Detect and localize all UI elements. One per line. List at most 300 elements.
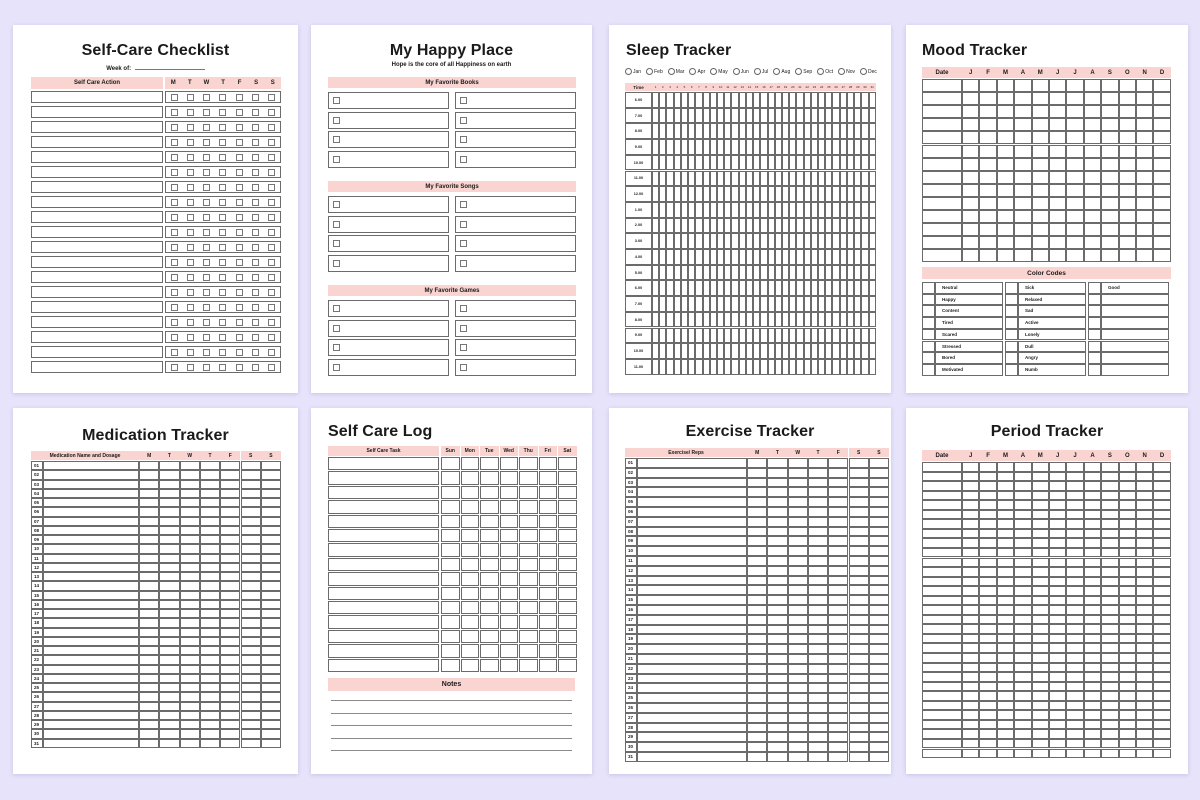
mood-cell[interactable] — [1101, 158, 1118, 171]
day-cell[interactable] — [788, 683, 808, 693]
sleep-cell[interactable] — [782, 202, 789, 218]
sleep-cell[interactable] — [861, 280, 868, 296]
day-checkbox[interactable] — [268, 214, 275, 221]
day-cell[interactable] — [220, 692, 240, 701]
day-cell[interactable] — [519, 630, 538, 643]
day-cell[interactable] — [200, 711, 220, 720]
day-checkbox[interactable] — [252, 349, 259, 356]
day-cell[interactable] — [441, 543, 460, 556]
day-cell[interactable] — [828, 644, 848, 654]
day-cell[interactable] — [808, 527, 828, 537]
period-cell[interactable] — [1084, 605, 1101, 615]
day-cell[interactable] — [180, 674, 200, 683]
period-cell[interactable] — [1153, 653, 1170, 663]
period-cell[interactable] — [1032, 710, 1049, 720]
entry-field[interactable] — [637, 634, 747, 644]
day-cell[interactable] — [139, 572, 159, 581]
day-checkbox[interactable] — [252, 244, 259, 251]
period-cell[interactable] — [1084, 634, 1101, 644]
period-cell[interactable] — [1101, 701, 1118, 711]
sleep-cell[interactable] — [789, 233, 796, 249]
sleep-cell[interactable] — [768, 139, 775, 155]
day-cell[interactable] — [808, 585, 828, 595]
day-cell[interactable] — [869, 458, 889, 468]
sleep-cell[interactable] — [760, 343, 767, 359]
period-cell[interactable] — [1119, 634, 1136, 644]
sleep-cell[interactable] — [724, 280, 731, 296]
day-checkbox[interactable] — [171, 244, 178, 251]
entry-field[interactable] — [637, 683, 747, 693]
date-cell[interactable] — [922, 558, 962, 568]
sleep-cell[interactable] — [775, 139, 782, 155]
sleep-cell[interactable] — [818, 280, 825, 296]
entry-field[interactable] — [637, 595, 747, 605]
day-cell[interactable] — [500, 587, 519, 600]
period-cell[interactable] — [1153, 701, 1170, 711]
sleep-cell[interactable] — [832, 328, 839, 344]
day-cell[interactable] — [747, 615, 767, 625]
color-swatch[interactable] — [1005, 317, 1018, 329]
sleep-cell[interactable] — [753, 280, 760, 296]
sleep-cell[interactable] — [832, 139, 839, 155]
day-cell[interactable] — [261, 646, 281, 655]
day-cell[interactable] — [241, 461, 261, 470]
entry-checkbox[interactable] — [333, 156, 340, 163]
day-cell[interactable] — [539, 659, 558, 672]
sleep-cell[interactable] — [782, 123, 789, 139]
period-cell[interactable] — [979, 739, 996, 749]
day-cell[interactable] — [869, 468, 889, 478]
day-cell[interactable] — [747, 576, 767, 586]
entry-checkbox[interactable] — [460, 240, 467, 247]
day-checkbox[interactable] — [236, 199, 243, 206]
day-cell[interactable] — [159, 554, 179, 563]
day-cell[interactable] — [747, 566, 767, 576]
mood-cell[interactable] — [1119, 184, 1136, 197]
period-cell[interactable] — [1049, 548, 1066, 558]
period-cell[interactable] — [1153, 739, 1170, 749]
sleep-cell[interactable] — [775, 186, 782, 202]
sleep-cell[interactable] — [688, 123, 695, 139]
sleep-cell[interactable] — [753, 359, 760, 375]
mood-cell[interactable] — [1066, 223, 1083, 236]
entry-checkbox[interactable] — [333, 344, 340, 351]
period-cell[interactable] — [1153, 605, 1170, 615]
entry-field[interactable] — [43, 637, 139, 646]
period-cell[interactable] — [1014, 701, 1031, 711]
day-cell[interactable] — [869, 723, 889, 733]
period-cell[interactable] — [997, 567, 1014, 577]
period-cell[interactable] — [1049, 701, 1066, 711]
day-checkbox[interactable] — [268, 229, 275, 236]
sleep-cell[interactable] — [739, 343, 746, 359]
day-cell[interactable] — [767, 576, 787, 586]
sleep-cell[interactable] — [703, 343, 710, 359]
sleep-cell[interactable] — [760, 296, 767, 312]
period-cell[interactable] — [1119, 548, 1136, 558]
sleep-cell[interactable] — [861, 265, 868, 281]
period-cell[interactable] — [962, 739, 979, 749]
day-cell[interactable] — [241, 600, 261, 609]
entry-field[interactable] — [637, 625, 747, 635]
sleep-cell[interactable] — [796, 233, 803, 249]
entry-field[interactable] — [43, 563, 139, 572]
mood-cell[interactable] — [1049, 249, 1066, 262]
period-cell[interactable] — [1153, 720, 1170, 730]
day-cell[interactable] — [849, 644, 869, 654]
day-cell[interactable] — [180, 461, 200, 470]
day-checkbox[interactable] — [187, 154, 194, 161]
sleep-cell[interactable] — [688, 359, 695, 375]
entry-field[interactable] — [637, 458, 747, 468]
sleep-cell[interactable] — [832, 280, 839, 296]
sleep-cell[interactable] — [659, 92, 666, 108]
day-cell[interactable] — [500, 500, 519, 513]
period-cell[interactable] — [1084, 729, 1101, 739]
day-cell[interactable] — [261, 609, 281, 618]
entry-field[interactable] — [43, 581, 139, 590]
period-cell[interactable] — [1153, 634, 1170, 644]
mood-cell[interactable] — [1119, 236, 1136, 249]
day-cell[interactable] — [849, 664, 869, 674]
sleep-cell[interactable] — [796, 155, 803, 171]
day-cell[interactable] — [500, 529, 519, 542]
sleep-cell[interactable] — [681, 328, 688, 344]
period-cell[interactable] — [1066, 529, 1083, 539]
color-swatch[interactable] — [922, 352, 935, 364]
sleep-cell[interactable] — [739, 123, 746, 139]
sleep-cell[interactable] — [775, 202, 782, 218]
day-cell[interactable] — [261, 739, 281, 748]
entry-field[interactable] — [637, 693, 747, 703]
day-cell[interactable] — [767, 693, 787, 703]
mood-cell[interactable] — [1119, 249, 1136, 262]
sleep-cell[interactable] — [847, 328, 854, 344]
favorite-entry[interactable] — [328, 112, 449, 129]
date-cell[interactable] — [922, 720, 962, 730]
entry-checkbox[interactable] — [460, 201, 467, 208]
period-cell[interactable] — [1049, 720, 1066, 730]
sleep-cell[interactable] — [775, 280, 782, 296]
day-checkbox[interactable] — [171, 319, 178, 326]
sleep-cell[interactable] — [674, 171, 681, 187]
sleep-cell[interactable] — [796, 171, 803, 187]
day-cell[interactable] — [220, 702, 240, 711]
sleep-cell[interactable] — [804, 123, 811, 139]
day-cell[interactable] — [139, 655, 159, 664]
mood-cell[interactable] — [1032, 105, 1049, 118]
period-cell[interactable] — [1101, 596, 1118, 606]
day-cell[interactable] — [788, 517, 808, 527]
sleep-cell[interactable] — [768, 218, 775, 234]
sleep-cell[interactable] — [652, 218, 659, 234]
day-cell[interactable] — [241, 609, 261, 618]
sleep-cell[interactable] — [695, 328, 702, 344]
day-cell[interactable] — [849, 713, 869, 723]
day-cell[interactable] — [241, 498, 261, 507]
sleep-cell[interactable] — [731, 155, 738, 171]
sleep-cell[interactable] — [652, 171, 659, 187]
period-cell[interactable] — [1032, 653, 1049, 663]
sleep-cell[interactable] — [840, 202, 847, 218]
radio-icon[interactable] — [646, 68, 653, 75]
sleep-cell[interactable] — [739, 312, 746, 328]
day-checkbox[interactable] — [236, 229, 243, 236]
day-cell[interactable] — [519, 500, 538, 513]
mood-cell[interactable] — [997, 92, 1014, 105]
period-cell[interactable] — [1049, 710, 1066, 720]
mood-cell[interactable] — [979, 105, 996, 118]
mood-cell[interactable] — [1084, 184, 1101, 197]
day-cell[interactable] — [139, 544, 159, 553]
sleep-cell[interactable] — [695, 280, 702, 296]
radio-icon[interactable] — [860, 68, 867, 75]
sleep-cell[interactable] — [804, 296, 811, 312]
sleep-cell[interactable] — [674, 186, 681, 202]
sleep-cell[interactable] — [811, 328, 818, 344]
action-field[interactable] — [31, 316, 163, 328]
period-cell[interactable] — [1032, 462, 1049, 472]
mood-cell[interactable] — [1119, 158, 1136, 171]
day-cell[interactable] — [767, 605, 787, 615]
date-cell[interactable] — [922, 672, 962, 682]
period-cell[interactable] — [1084, 577, 1101, 587]
day-cell[interactable] — [747, 713, 767, 723]
period-cell[interactable] — [979, 710, 996, 720]
sleep-cell[interactable] — [760, 92, 767, 108]
period-cell[interactable] — [962, 500, 979, 510]
sleep-cell[interactable] — [825, 218, 832, 234]
sleep-cell[interactable] — [775, 218, 782, 234]
period-cell[interactable] — [1136, 462, 1153, 472]
period-cell[interactable] — [1153, 577, 1170, 587]
day-cell[interactable] — [200, 526, 220, 535]
day-cell[interactable] — [808, 674, 828, 684]
day-cell[interactable] — [159, 600, 179, 609]
sleep-cell[interactable] — [695, 343, 702, 359]
period-cell[interactable] — [1136, 481, 1153, 491]
day-cell[interactable] — [200, 461, 220, 470]
day-cell[interactable] — [788, 468, 808, 478]
sleep-cell[interactable] — [804, 359, 811, 375]
period-cell[interactable] — [962, 682, 979, 692]
sleep-cell[interactable] — [739, 155, 746, 171]
period-cell[interactable] — [1119, 691, 1136, 701]
sleep-cell[interactable] — [804, 233, 811, 249]
day-checkbox[interactable] — [268, 244, 275, 251]
month-option[interactable] — [817, 68, 833, 75]
mood-cell[interactable] — [1049, 171, 1066, 184]
sleep-cell[interactable] — [688, 312, 695, 328]
day-cell[interactable] — [788, 674, 808, 684]
day-cell[interactable] — [200, 591, 220, 600]
day-cell[interactable] — [159, 729, 179, 738]
sleep-cell[interactable] — [710, 202, 717, 218]
period-cell[interactable] — [1084, 558, 1101, 568]
day-checkbox[interactable] — [187, 214, 194, 221]
period-cell[interactable] — [1136, 624, 1153, 634]
period-cell[interactable] — [1153, 481, 1170, 491]
day-checkbox[interactable] — [236, 259, 243, 266]
period-cell[interactable] — [997, 529, 1014, 539]
sleep-cell[interactable] — [782, 155, 789, 171]
sleep-cell[interactable] — [688, 296, 695, 312]
color-swatch[interactable] — [1005, 305, 1018, 317]
day-cell[interactable] — [159, 480, 179, 489]
day-checkbox[interactable] — [219, 259, 226, 266]
period-cell[interactable] — [1119, 749, 1136, 759]
day-cell[interactable] — [828, 634, 848, 644]
mood-cell[interactable] — [1032, 79, 1049, 92]
mood-cell[interactable] — [1049, 131, 1066, 144]
day-cell[interactable] — [767, 752, 787, 762]
mood-cell[interactable] — [997, 131, 1014, 144]
day-checkbox[interactable] — [219, 229, 226, 236]
sleep-cell[interactable] — [681, 359, 688, 375]
mood-cell[interactable] — [1136, 92, 1153, 105]
radio-icon[interactable] — [668, 68, 675, 75]
period-cell[interactable] — [962, 691, 979, 701]
mood-cell[interactable] — [979, 236, 996, 249]
period-cell[interactable] — [1101, 538, 1118, 548]
sleep-cell[interactable] — [717, 343, 724, 359]
sleep-cell[interactable] — [782, 265, 789, 281]
day-checkbox[interactable] — [236, 244, 243, 251]
sleep-cell[interactable] — [796, 328, 803, 344]
sleep-cell[interactable] — [869, 123, 876, 139]
period-cell[interactable] — [979, 481, 996, 491]
sleep-cell[interactable] — [832, 343, 839, 359]
sleep-cell[interactable] — [811, 296, 818, 312]
day-cell[interactable] — [500, 486, 519, 499]
day-cell[interactable] — [869, 654, 889, 664]
entry-field[interactable] — [43, 720, 139, 729]
date-cell[interactable] — [922, 118, 962, 131]
mood-cell[interactable] — [962, 158, 979, 171]
day-checkbox[interactable] — [252, 214, 259, 221]
sleep-cell[interactable] — [652, 296, 659, 312]
sleep-cell[interactable] — [739, 139, 746, 155]
day-checkbox[interactable] — [268, 289, 275, 296]
action-field[interactable] — [31, 346, 163, 358]
period-cell[interactable] — [997, 615, 1014, 625]
period-cell[interactable] — [997, 710, 1014, 720]
entry-field[interactable] — [637, 556, 747, 566]
period-cell[interactable] — [1032, 558, 1049, 568]
sleep-cell[interactable] — [775, 123, 782, 139]
day-cell[interactable] — [139, 720, 159, 729]
day-cell[interactable] — [539, 500, 558, 513]
day-checkbox[interactable] — [187, 109, 194, 116]
sleep-cell[interactable] — [811, 343, 818, 359]
day-checkbox[interactable] — [203, 94, 210, 101]
mood-cell[interactable] — [997, 118, 1014, 131]
mood-cell[interactable] — [1153, 223, 1170, 236]
sleep-cell[interactable] — [804, 343, 811, 359]
sleep-cell[interactable] — [869, 280, 876, 296]
mood-cell[interactable] — [1032, 145, 1049, 158]
day-cell[interactable] — [539, 587, 558, 600]
task-field[interactable] — [328, 572, 439, 585]
sleep-cell[interactable] — [710, 265, 717, 281]
week-of-field[interactable] — [135, 64, 205, 70]
mood-cell[interactable] — [979, 171, 996, 184]
period-cell[interactable] — [962, 653, 979, 663]
mood-cell[interactable] — [1119, 118, 1136, 131]
day-cell[interactable] — [139, 702, 159, 711]
period-cell[interactable] — [1014, 567, 1031, 577]
color-swatch[interactable] — [922, 305, 935, 317]
mood-cell[interactable] — [979, 79, 996, 92]
month-option[interactable] — [754, 68, 768, 75]
day-cell[interactable] — [500, 558, 519, 571]
mood-cell[interactable] — [1066, 145, 1083, 158]
entry-field[interactable] — [637, 752, 747, 762]
day-cell[interactable] — [767, 644, 787, 654]
sleep-cell[interactable] — [789, 139, 796, 155]
sleep-cell[interactable] — [746, 186, 753, 202]
day-cell[interactable] — [180, 637, 200, 646]
period-cell[interactable] — [1049, 749, 1066, 759]
sleep-cell[interactable] — [861, 312, 868, 328]
day-cell[interactable] — [828, 605, 848, 615]
sleep-cell[interactable] — [768, 155, 775, 171]
day-cell[interactable] — [808, 723, 828, 733]
sleep-cell[interactable] — [724, 108, 731, 124]
day-cell[interactable] — [441, 601, 460, 614]
entry-checkbox[interactable] — [333, 305, 340, 312]
period-cell[interactable] — [1084, 519, 1101, 529]
sleep-cell[interactable] — [674, 139, 681, 155]
day-cell[interactable] — [139, 683, 159, 692]
mood-cell[interactable] — [962, 249, 979, 262]
sleep-cell[interactable] — [710, 296, 717, 312]
day-cell[interactable] — [869, 625, 889, 635]
date-cell[interactable] — [922, 184, 962, 197]
day-cell[interactable] — [828, 507, 848, 517]
day-checkbox[interactable] — [252, 364, 259, 371]
entry-field[interactable] — [43, 674, 139, 683]
sleep-cell[interactable] — [731, 171, 738, 187]
sleep-cell[interactable] — [825, 123, 832, 139]
sleep-cell[interactable] — [746, 139, 753, 155]
day-cell[interactable] — [869, 693, 889, 703]
day-cell[interactable] — [461, 515, 480, 528]
day-checkbox[interactable] — [219, 244, 226, 251]
period-cell[interactable] — [1049, 491, 1066, 501]
sleep-cell[interactable] — [796, 123, 803, 139]
day-cell[interactable] — [869, 752, 889, 762]
day-cell[interactable] — [159, 683, 179, 692]
date-cell[interactable] — [922, 171, 962, 184]
period-cell[interactable] — [1084, 691, 1101, 701]
mood-cell[interactable] — [979, 92, 996, 105]
radio-icon[interactable] — [773, 68, 780, 75]
period-cell[interactable] — [1049, 500, 1066, 510]
day-cell[interactable] — [480, 500, 499, 513]
day-checkbox[interactable] — [219, 334, 226, 341]
action-field[interactable] — [31, 361, 163, 373]
day-checkbox[interactable] — [219, 214, 226, 221]
day-cell[interactable] — [241, 711, 261, 720]
sleep-cell[interactable] — [666, 296, 673, 312]
sleep-cell[interactable] — [832, 202, 839, 218]
day-checkbox[interactable] — [203, 319, 210, 326]
day-cell[interactable] — [200, 702, 220, 711]
mood-cell[interactable] — [997, 210, 1014, 223]
sleep-cell[interactable] — [825, 249, 832, 265]
sleep-cell[interactable] — [681, 202, 688, 218]
